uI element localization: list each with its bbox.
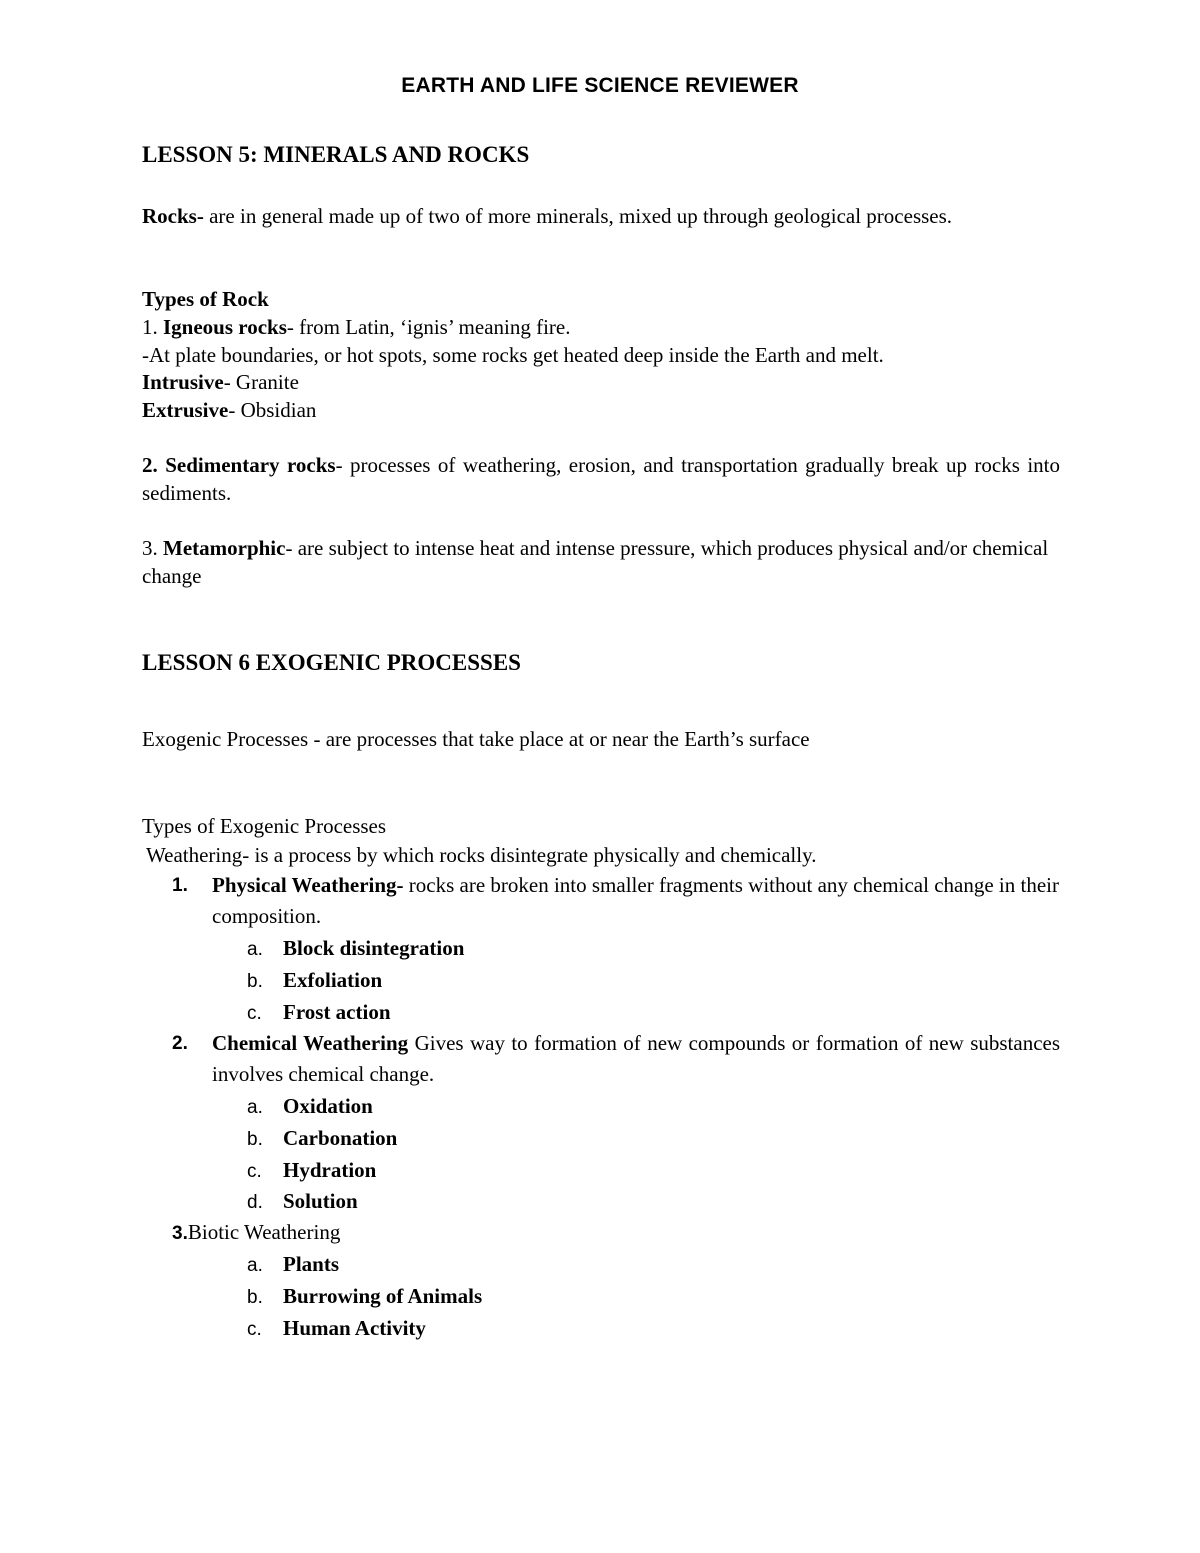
sub-item-text: Carbonation [283, 1126, 398, 1150]
rocks-definition-text: are in general made up of two of more minerals, mixed up through geological processes. [203, 204, 953, 228]
sub-item-letter: c. [247, 1319, 262, 1340]
chemical-weathering-term: Chemical Weathering [212, 1031, 409, 1055]
igneous-definition: - from Latin, ‘ignis’ meaning fire. [286, 315, 571, 339]
sub-item-text: Plants [283, 1252, 340, 1276]
sub-item-letter: b. [247, 971, 263, 992]
sedimentary-paragraph [142, 451, 1060, 507]
sub-item-text: Burrowing of Animals [283, 1284, 483, 1308]
sub-item-letter: a. [247, 1097, 263, 1118]
sub-item-letter: d. [247, 1192, 263, 1213]
sub-item-letter: a. [247, 939, 263, 960]
list-number: 2. [172, 1033, 188, 1054]
metamorphic-term: Metamorphic [163, 536, 286, 560]
sub-item-letter: c. [247, 1161, 262, 1182]
extrusive-term: Extrusive [142, 398, 229, 422]
metamorphic-definition: - are subject to intense heat and intense pressure, which produces physical and/or chemical change [142, 536, 1049, 588]
sub-item-letter: b. [247, 1129, 263, 1150]
list-item-chemical-weathering [172, 1028, 1060, 1090]
sub-item [247, 1249, 339, 1281]
list-item-physical-weathering [172, 870, 1060, 932]
sub-item [247, 1281, 482, 1313]
igneous-note: -At plate boundaries, or hot spots, some rocks get heated deep inside the Earth and melt. [142, 343, 884, 367]
sub-item-text: Oxidation [283, 1094, 373, 1118]
document-title: EARTH AND LIFE SCIENCE REVIEWER [401, 74, 799, 97]
sedimentary-term: 2. Sedimentary rocks [142, 453, 336, 477]
igneous-line [142, 313, 571, 341]
sub-item [247, 1313, 426, 1345]
physical-weathering-definition: rocks are broken into smaller fragments without any chemical change in their composition. [212, 873, 1059, 928]
sub-item [247, 1155, 376, 1187]
sub-item-text: Frost action [283, 1000, 391, 1024]
intrusive-line [142, 368, 299, 396]
sub-item-letter: c. [247, 1003, 262, 1024]
sub-item-text: Solution [283, 1189, 358, 1213]
list-item-biotic-weathering [172, 1218, 340, 1248]
list-number: 1. [172, 875, 188, 896]
rocks-term: Rocks- [142, 204, 204, 228]
sub-item [247, 965, 382, 997]
sub-item [247, 1186, 358, 1218]
sub-item-text: Human Activity [283, 1316, 426, 1340]
physical-weathering-term: Physical Weathering- [212, 873, 404, 897]
igneous-term: Igneous rocks [163, 315, 287, 339]
sub-item [247, 1091, 373, 1123]
metamorphic-number: 3. [142, 536, 158, 560]
intrusive-definition: - Granite [223, 370, 299, 394]
intrusive-term: Intrusive [142, 370, 224, 394]
metamorphic-paragraph [142, 534, 1060, 590]
extrusive-line [142, 396, 316, 424]
sub-item [247, 933, 464, 965]
lesson-5-heading: LESSON 5: MINERALS AND ROCKS [142, 142, 530, 167]
sub-item [247, 997, 391, 1029]
biotic-weathering-term: Biotic Weathering [187, 1220, 341, 1244]
sub-item-text: Exfoliation [283, 968, 383, 992]
lesson-6-heading: LESSON 6 EXOGENIC PROCESSES [142, 650, 521, 675]
sub-item-letter: b. [247, 1287, 263, 1308]
sedimentary-definition: - processes of weathering, erosion, and transportation gradually break up rocks into sediments. [142, 453, 1060, 505]
list-number: 3. [172, 1223, 188, 1244]
sub-item [247, 1123, 397, 1155]
sub-item-text: Block disintegration [283, 936, 465, 960]
types-of-rock-label: Types of Rock [142, 287, 269, 311]
igneous-number: 1. [142, 315, 158, 339]
sub-item-text: Hydration [283, 1158, 377, 1182]
rocks-definition [142, 202, 1060, 230]
types-of-exogenic-heading: Types of Exogenic Processes [142, 814, 387, 838]
chemical-weathering-definition: Gives way to formation of new compounds or formation of new substances involves chemical change. [212, 1031, 1061, 1086]
exogenic-definition: Exogenic Processes - are processes that take place at or near the Earth’s surface [142, 727, 810, 751]
sub-item-letter: a. [247, 1255, 263, 1276]
types-of-rock-heading [142, 285, 269, 313]
extrusive-definition: - Obsidian [228, 398, 317, 422]
weathering-definition: Weathering- is a process by which rocks disintegrate physically and chemically. [146, 843, 817, 867]
